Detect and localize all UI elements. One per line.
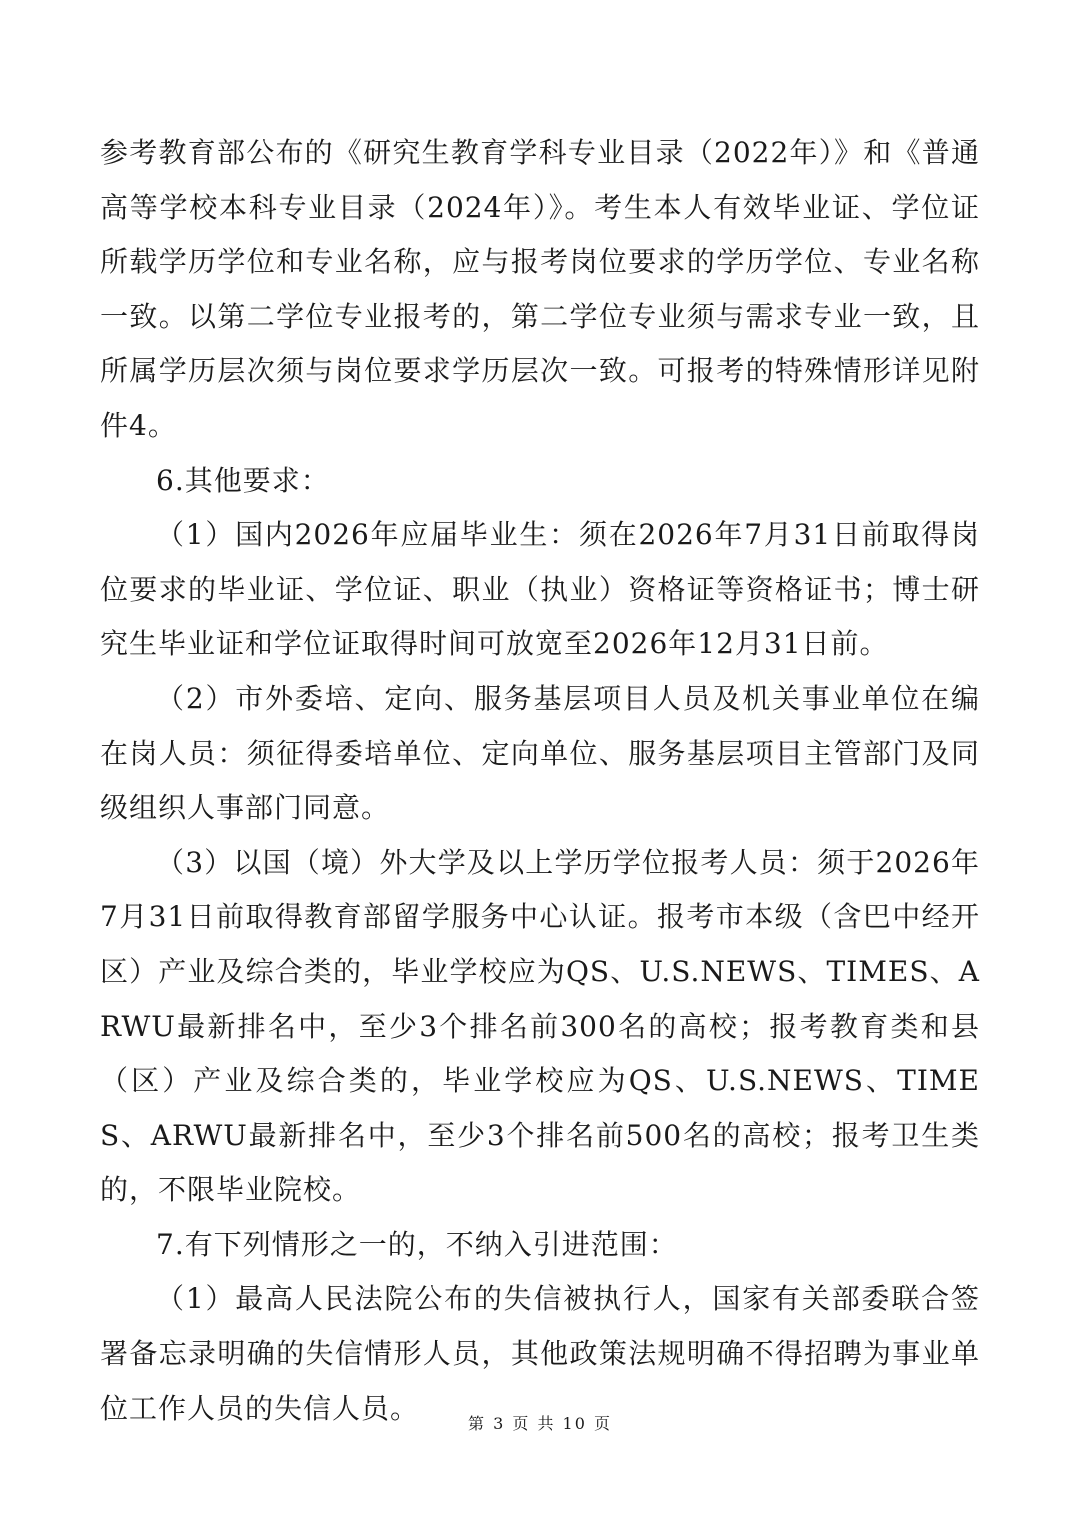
heading-other-requirements: 6.其他要求： [156,463,330,497]
paragraph-continuation-major-catalog: 参考教育部公布的《研究生教育学科专业目录（2022年）》和《普通高等学校本科专业目录（2024年）》。考生本人有效毕业证、学位证所载学历学位和专业名称，应与报考岗位要求的学历学位、专业名称一致。以第二学位专业报考的，第二学位专业须与需求专业一致，且所属学历层次须与岗位要求学历层次一致。可报考的特殊情形详见附件4。 [100,136,980,442]
paragraph-exclusion-1-dishonest: （1）最高人民法院公布的失信被执行人，国家有关部委联合签署备忘录明确的失信情形人员，其他政策法规明确不得招聘为事业单位工作人员的失信人员。 [100,1282,980,1425]
page-number-footer: 第 3 页 共 10 页 [468,1414,612,1433]
document-body [100,126,980,1436]
heading-exclusion-conditions: 7.有下列情形之一的，不纳入引进范围： [156,1227,678,1261]
paragraph-requirement-1-graduates: （1）国内2026年应届毕业生：须在2026年7月31日前取得岗位要求的毕业证、学位证、职业（执业）资格证等资格证书；博士研究生毕业证和学位证取得时间可放宽至2026年12月31日前。 [100,518,980,661]
paragraph-requirement-3-overseas-degree: （3）以国（境）外大学及以上学历学位报考人员：须于2026年7月31日前取得教育部留学服务中心认证。报考市本级（含巴中经开区）产业及综合类的，毕业学校应为QS、U.S.NEWS、TIMES、ARWU最新排名中，至少3个排名前300名的高校；报考教育类和县（区）产业及综合类的，毕业学校应为QS、U.S.NEWS、TIMES、ARWU最新排名中，至少3个排名前500名的高校；报考卫生类的，不限毕业院校。 [100,845,980,1207]
paragraph-requirement-2-in-service: （2）市外委培、定向、服务基层项目人员及机关事业单位在编在岗人员：须征得委培单位、定向单位、服务基层项目主管部门及同级组织人事部门同意。 [100,681,980,825]
